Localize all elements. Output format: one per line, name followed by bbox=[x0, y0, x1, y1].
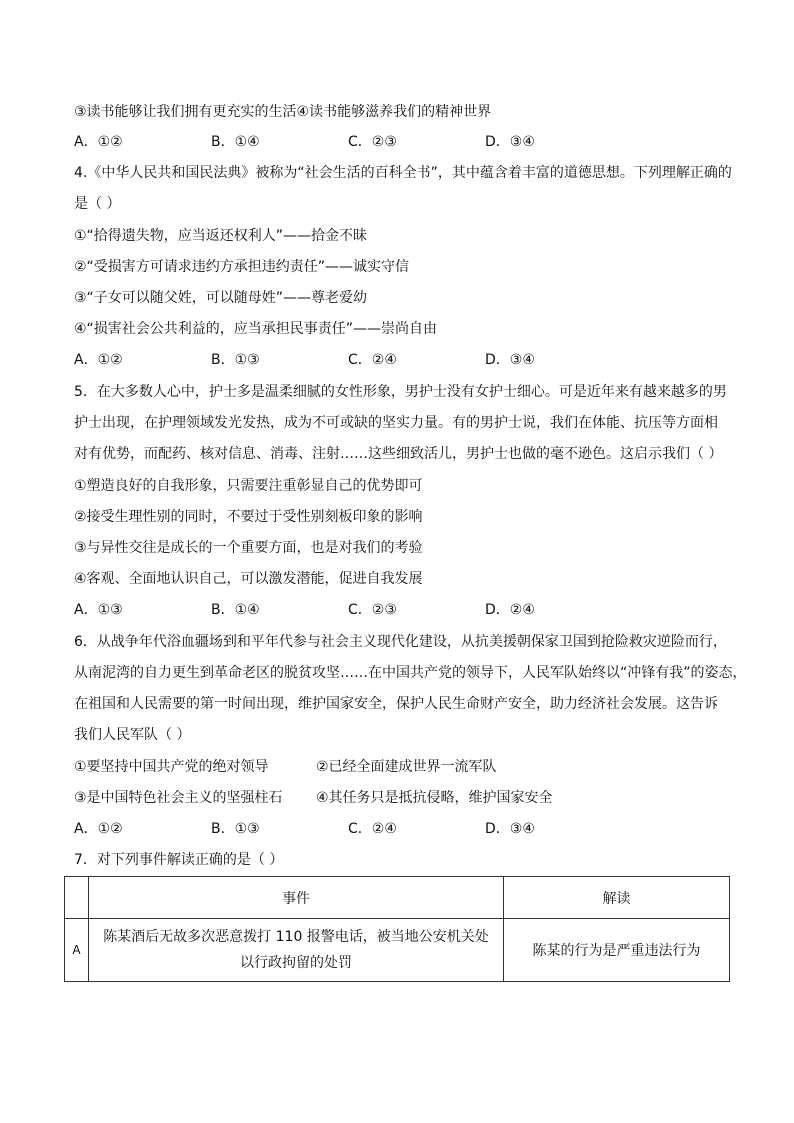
q5-stem-line1: 5．在大多数人心中，护士多是温柔细腻的女性形象，男护士没有女护士细心。可是近年来有越来越多的男 bbox=[74, 384, 727, 400]
q3-option-d[interactable]: D．③④ bbox=[485, 134, 535, 150]
q6-option-c[interactable]: C．②④ bbox=[348, 821, 397, 837]
q5-stem-line2: 护士出现，在护理领域发光发热，成为不可或缺的坚实力量。有的男护士说，我们在体能、抗压等方面相 bbox=[74, 415, 718, 431]
q6-option-a[interactable]: A．①② bbox=[74, 821, 123, 837]
q6-option-b[interactable]: B．①③ bbox=[211, 821, 260, 837]
q5-item-2: ②接受生理性别的同时，不要过于受性别刻板印象的影响 bbox=[74, 509, 423, 525]
row-event: 陈某酒后无故多次恶意拨打 110 报警电话，被当地公安机关处以行政拘留的处罚 bbox=[89, 919, 504, 982]
q7-stem: 7．对下列事件解读正确的是（ ） bbox=[74, 852, 284, 868]
q5-stem-line3: 对有优势，而配药、核对信息、消毒、注射……这些细致活儿，男护士也做的毫不逊色。这启示我们（ ） bbox=[74, 446, 723, 462]
q6-stem-line4: 我们人民军队（ ） bbox=[74, 727, 191, 743]
q5-item-1: ①塑造良好的自我形象，只需要注重彰显自己的优势即可 bbox=[74, 478, 423, 494]
q4-options bbox=[74, 350, 622, 370]
q3-item-34: ③读书能够让我们拥有更充实的生活④读书能够滋养我们的精神世界 bbox=[74, 104, 492, 120]
q5-item-3: ③与异性交往是成长的一个重要方面，也是对我们的考验 bbox=[74, 540, 423, 556]
q4-option-d[interactable]: D．③④ bbox=[485, 352, 535, 368]
q6-stem-line3: 在祖国和人民需要的第一时间出现，维护国家安全，保护人民生命财产安全，助力经济社会发展。这告诉 bbox=[74, 696, 718, 712]
q6-item-1: ①要坚持中国共产党的绝对领导 bbox=[74, 759, 269, 775]
q6-items-row2 bbox=[74, 788, 553, 808]
q4-option-a[interactable]: A．①② bbox=[74, 352, 123, 368]
q6-stem-line1: 6．从战争年代浴血疆场到和平年代参与社会主义现代化建设，从抗美援朝保家卫国到抢险救灾逆险而行， bbox=[74, 634, 727, 650]
q7-event-table bbox=[64, 876, 730, 982]
q4-item-4: ④“损害社会公共利益的，应当承担民事责任”——崇尚自由 bbox=[74, 321, 438, 337]
row-label: A bbox=[65, 919, 89, 982]
q6-item-3: ③是中国特色社会主义的坚强柱石 bbox=[74, 790, 283, 806]
header-event: 事件 bbox=[89, 877, 504, 919]
q4-item-2: ②“受损害方可请求违约方承担违约责任”——诚实守信 bbox=[74, 259, 410, 275]
header-blank bbox=[65, 877, 89, 919]
q3-option-b[interactable]: B．①④ bbox=[211, 134, 260, 150]
q5-options bbox=[74, 600, 622, 620]
q3-option-c[interactable]: C．②③ bbox=[348, 134, 397, 150]
q4-option-b[interactable]: B．①③ bbox=[211, 352, 260, 368]
table-row bbox=[65, 919, 730, 982]
q5-option-d[interactable]: D．②④ bbox=[485, 602, 535, 618]
header-interpretation: 解读 bbox=[504, 877, 730, 919]
q5-option-b[interactable]: B．①④ bbox=[211, 602, 260, 618]
q6-stem-line2: 从南泥湾的自力更生到革命老区的脱贫攻坚……在中国共产党的领导下，人民军队始终以“冲锋有我”的姿态， bbox=[74, 665, 747, 681]
q6-options bbox=[74, 819, 622, 839]
q4-item-3: ③“子女可以随父姓，可以随母姓”——尊老爱幼 bbox=[74, 290, 368, 306]
q6-item-2: ②已经全面建成世界一流军队 bbox=[316, 759, 497, 775]
table-header-row bbox=[65, 877, 730, 919]
q5-option-a[interactable]: A．①③ bbox=[74, 602, 123, 618]
q3-option-a[interactable]: A．①② bbox=[74, 134, 123, 150]
q5-item-4: ④客观、全面地认识自己，可以激发潜能，促进自我发展 bbox=[74, 571, 423, 587]
q3-options bbox=[74, 132, 622, 152]
q6-items-row1 bbox=[74, 757, 497, 777]
q4-item-1: ①“拾得遗失物，应当返还权利人”——拾金不昧 bbox=[74, 228, 368, 244]
q4-stem-line2: 是（ ） bbox=[74, 196, 121, 212]
q4-option-c[interactable]: C．②④ bbox=[348, 352, 397, 368]
q6-item-4: ④其任务只是抵抗侵略，维护国家安全 bbox=[316, 790, 553, 806]
q4-stem-line1: 4.《中华人民共和国民法典》被称为“社会生活的百科全书”，其中蕴含着丰富的道德思想。下列理解正确的 bbox=[74, 165, 732, 181]
q6-option-d[interactable]: D．③④ bbox=[485, 821, 535, 837]
row-interpretation: 陈某的行为是严重违法行为 bbox=[504, 919, 730, 982]
q5-option-c[interactable]: C．②③ bbox=[348, 602, 397, 618]
